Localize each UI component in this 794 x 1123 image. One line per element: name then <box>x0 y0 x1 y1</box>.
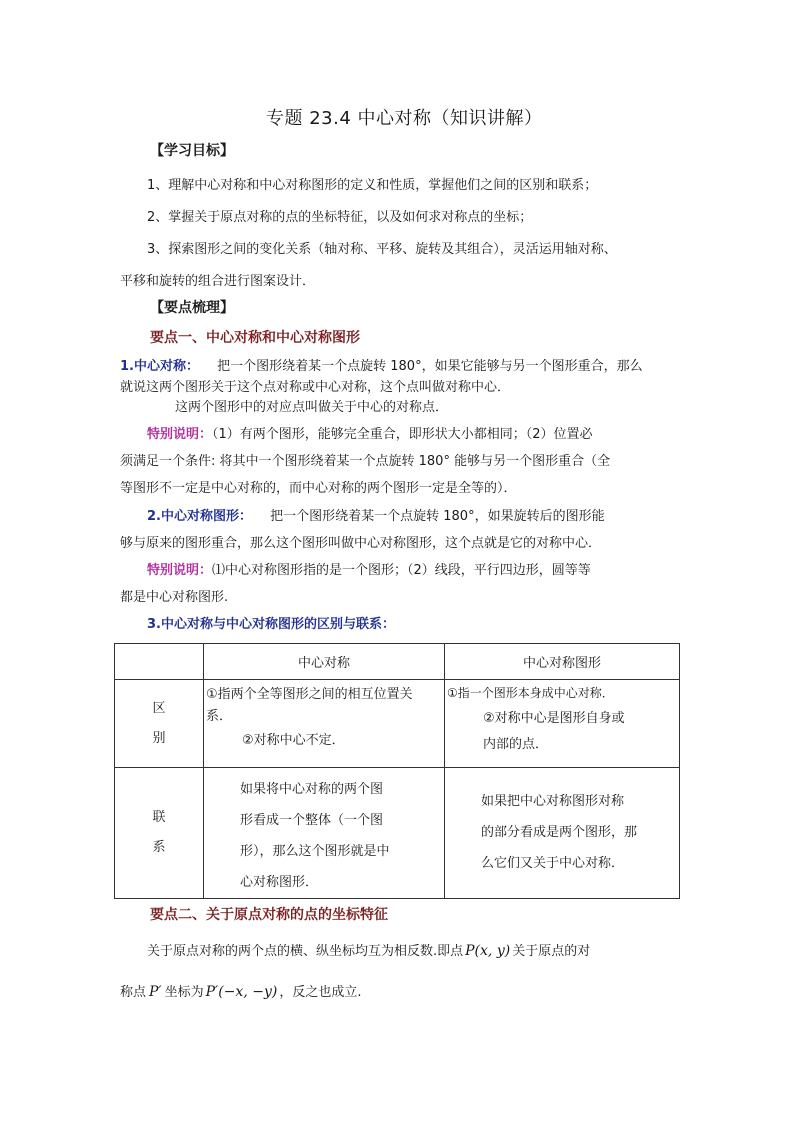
cell-text-line: 如果将中心对称的两个图 <box>240 782 384 797</box>
cell-text-line: 系． <box>206 709 233 724</box>
note-2-text: ⑴中心对称图形指的是一个图形；（2）线段，平行四边形，圆等等 <box>212 563 591 578</box>
note-2-line-2: 都是中心对称图形. <box>120 590 229 605</box>
note-1-line-2: 须满足一个条件: 将其中一个图形绕着某一个点旋转 180° 能够与另一个图形重合（全 <box>120 454 611 469</box>
section-2-heading: 要点二、关于原点对称的点的坐标特征 <box>150 907 388 923</box>
key-points-heading: 【要点梳理】 <box>150 300 234 316</box>
goal-3-line-1: 3、探索图形之间的变化关系（轴对称、平移、旋转及其组合），灵活运用轴对称、 <box>147 242 617 257</box>
row-header-connection-char-2: 系 <box>152 840 166 855</box>
row-header-difference-char-2: 别 <box>152 730 166 746</box>
row-header-connection <box>115 768 204 899</box>
cell-text-line: ①指两个全等图形之间的相互位置关 <box>206 687 413 702</box>
note-1-label: 特别说明： <box>147 427 213 442</box>
point-p-prime-formula: P′(−x, −y) <box>205 984 278 1000</box>
origin-symmetry-line-2 <box>120 982 361 1003</box>
cell-text-line: 形），那么这个图形就是中 <box>240 844 390 859</box>
section-1-heading: 要点一、中心对称和中心对称图形 <box>150 330 360 346</box>
table-header-central-symmetry: 中心对称 <box>204 644 445 680</box>
cell-text-line: 的部分看成是两个图形，那 <box>481 825 638 840</box>
row-header-connection-char-1: 联 <box>152 810 166 825</box>
table-corner-cell <box>115 644 204 680</box>
cell-difference-centrosymmetric-figure <box>445 680 680 768</box>
cell-text-line: ②对称中心不定． <box>242 733 345 748</box>
definition-2-text: 把一个图形绕着某一个点旋转 180°，如果旋转后的图形能 <box>270 509 605 524</box>
cell-text-line: ②对称中心是图形自身或 <box>483 711 625 726</box>
point-p-formula: P(x, y) <box>465 943 511 959</box>
cell-text-line: 么它们又关于中心对称． <box>481 856 625 871</box>
note-1-line-3: 等图形不一定是中心对称的，而中心对称的两个图形一定是全等的）． <box>120 481 517 496</box>
point-p-prime: P′ <box>149 984 162 1000</box>
cell-text-line: 如果把中心对称图形对称 <box>481 794 625 809</box>
definition-1-text: 把一个图形绕着某一个点旋转 180°，如果它能够与另一个图形重合，那么 <box>217 359 643 374</box>
goal-1: 1、理解中心对称和中心对称图形的定义和性质，掌握他们之间的区别和联系； <box>147 178 598 193</box>
origin-symmetry-text-c: 称点 <box>120 985 147 1000</box>
origin-symmetry-text-d: 坐标为 <box>164 985 204 1000</box>
note-1-text: （1）有两个图形，能够完全重合，即形状大小都相同；（2）位置必 <box>212 427 593 442</box>
definition-2-label: 2.中心对称图形： <box>147 509 252 524</box>
cell-connection-centrosymmetric-figure <box>445 768 680 899</box>
definition-2-line-2: 够与原来的图形重合，那么这个图形叫做中心对称图形，这个点就是它的对称中心． <box>120 536 602 551</box>
cell-text-line: 内部的点． <box>483 737 549 752</box>
goal-2: 2、掌握关于原点对称的点的坐标特征，以及如何求对称点的坐标； <box>147 210 533 225</box>
cell-text-line: 心对称图形． <box>240 875 319 890</box>
origin-symmetry-line-1 <box>147 941 590 962</box>
origin-symmetry-text-a: 关于原点对称的两个点的横、纵坐标均互为相反数.即点 <box>147 944 464 959</box>
table-header-centrosymmetric-figure: 中心对称图形 <box>445 644 680 680</box>
cell-text-line: ①指一个图形本身成中心对称． <box>447 686 614 700</box>
table-header-row <box>115 644 680 680</box>
note-2-line-1 <box>147 561 591 581</box>
definition-1-line-3: 这两个图形中的对应点叫做关于中心的对称点． <box>175 400 449 415</box>
table-row-connection <box>115 768 680 899</box>
table-row-difference <box>115 680 680 768</box>
note-1-line-1 <box>147 425 593 445</box>
definition-3-heading: 3.中心对称与中心对称图形的区别与联系： <box>147 617 395 632</box>
note-2-label: 特别说明： <box>147 563 213 578</box>
goal-3-line-2: 平移和旋转的组合进行图案设计． <box>120 274 316 289</box>
cell-difference-central-symmetry <box>204 680 445 768</box>
origin-symmetry-text-e: ，反之也成立. <box>279 985 362 1000</box>
definition-1-line-2: 就说这两个图形关于这个点对称或中心对称，这个点叫做对称中心． <box>120 380 511 395</box>
definition-1-label: 1.中心对称： <box>120 359 199 374</box>
comparison-table <box>114 643 680 899</box>
learning-goals-heading: 【学习目标】 <box>150 143 234 159</box>
cell-text-line: 形看成一个整体（一个图 <box>240 813 384 828</box>
definition-2-line-1 <box>147 507 605 527</box>
definition-1-line-1 <box>120 357 643 377</box>
cell-connection-central-symmetry <box>204 768 445 899</box>
row-header-difference-char-1: 区 <box>152 700 166 716</box>
row-header-difference <box>115 680 204 768</box>
document-title: 专题 23.4 中心对称（知识讲解） <box>266 108 543 129</box>
origin-symmetry-text-b: 关于原点的对 <box>512 944 591 959</box>
